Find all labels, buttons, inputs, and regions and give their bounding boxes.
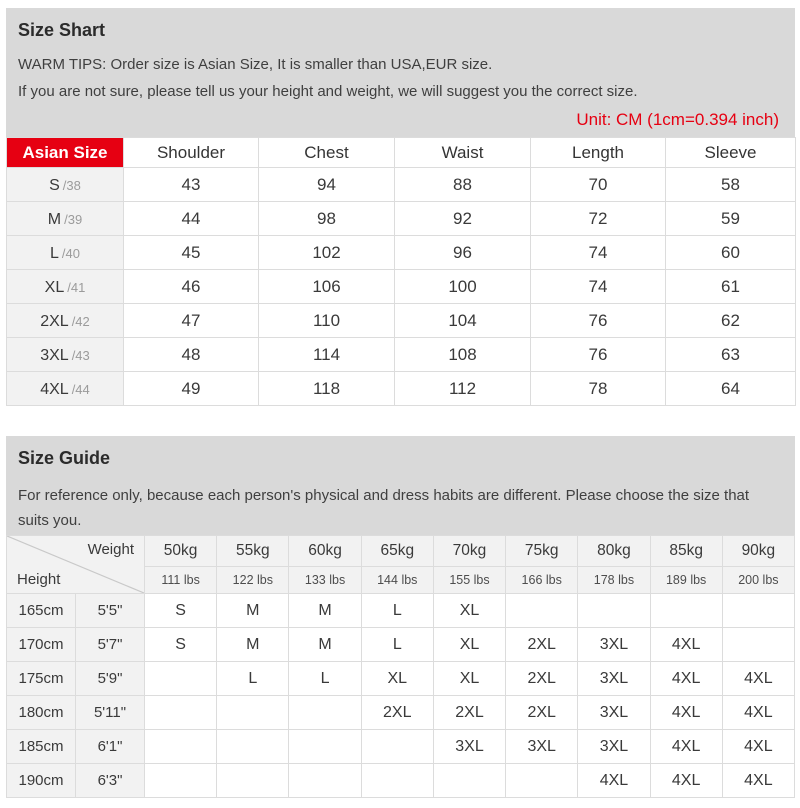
measurement-cell: 104	[395, 304, 531, 338]
measurement-cell: 76	[531, 338, 666, 372]
size-chart-info-panel	[6, 8, 795, 137]
weight-kg-cell: 75kg	[506, 536, 578, 567]
empty-size-cell	[433, 764, 505, 798]
height-cm-cell: 165cm	[7, 594, 76, 628]
measurement-cell: 78	[531, 372, 666, 406]
empty-size-cell	[145, 696, 217, 730]
empty-size-cell	[506, 764, 578, 798]
size-label-alt: /41	[67, 279, 86, 295]
height-row-185cm	[7, 730, 795, 764]
unit-note: Unit: CM (1cm=0.394 inch)	[576, 110, 779, 129]
measure-header-cell-sleeve: Sleeve	[666, 138, 796, 168]
height-ft-cell: 6'1"	[76, 730, 145, 764]
measurement-cell: 46	[124, 270, 259, 304]
size-label-alt: /44	[71, 381, 90, 397]
size-label-main: M	[47, 210, 62, 228]
recommended-size-cell: XL	[433, 662, 505, 696]
recommended-size-cell: L	[217, 662, 289, 696]
empty-size-cell	[506, 594, 578, 628]
measurement-cell: 108	[395, 338, 531, 372]
recommended-size-cell: 4XL	[650, 662, 722, 696]
measurement-cell: 112	[395, 372, 531, 406]
size-guide-title: Size Guide	[18, 448, 111, 468]
height-row-180cm	[7, 696, 795, 730]
measurement-cell: 74	[531, 236, 666, 270]
recommended-size-cell: XL	[433, 628, 505, 662]
size-label-cell	[7, 168, 124, 202]
size-chart-page	[6, 8, 795, 798]
empty-size-cell	[217, 764, 289, 798]
measurement-cell: 58	[666, 168, 796, 202]
height-row-190cm	[7, 764, 795, 798]
measurement-cell: 96	[395, 236, 531, 270]
weight-lbs-cell: 166 lbs	[506, 567, 578, 594]
recommended-size-cell: XL	[433, 594, 505, 628]
measurement-cell: 92	[395, 202, 531, 236]
measurement-cell: 48	[124, 338, 259, 372]
measurement-cell: 110	[259, 304, 395, 338]
recommended-size-cell: 2XL	[433, 696, 505, 730]
measurement-cell: 44	[124, 202, 259, 236]
measurement-cell: 72	[531, 202, 666, 236]
measurement-cell: 60	[666, 236, 796, 270]
recommended-size-cell: 3XL	[578, 662, 650, 696]
size-label-cell	[7, 270, 124, 304]
size-label-cell	[7, 372, 124, 406]
height-row-170cm	[7, 628, 795, 662]
measurement-cell: 70	[531, 168, 666, 202]
size-row-s	[7, 168, 796, 202]
height-cm-cell: 190cm	[7, 764, 76, 798]
measurement-cell: 64	[666, 372, 796, 406]
size-label-main: S	[49, 176, 60, 194]
measurement-cell: 47	[124, 304, 259, 338]
recommended-size-cell: S	[145, 594, 217, 628]
measurement-cell: 61	[666, 270, 796, 304]
recommended-size-cell: M	[289, 628, 361, 662]
size-label-alt: /38	[62, 177, 81, 193]
empty-size-cell	[722, 628, 794, 662]
weight-kg-cell: 90kg	[722, 536, 794, 567]
size-label-cell	[7, 338, 124, 372]
weight-kg-cell: 70kg	[433, 536, 505, 567]
recommended-size-cell: 3XL	[506, 730, 578, 764]
weight-axis-label: Weight	[87, 541, 134, 558]
size-guide-info-panel	[6, 436, 795, 535]
recommended-size-cell: S	[145, 628, 217, 662]
empty-size-cell	[361, 730, 433, 764]
weight-kg-header-row	[7, 536, 795, 567]
size-chart-table	[6, 137, 796, 406]
height-cm-cell: 185cm	[7, 730, 76, 764]
recommended-size-cell: L	[289, 662, 361, 696]
empty-size-cell	[145, 662, 217, 696]
recommended-size-cell: M	[217, 594, 289, 628]
measurement-cell: 100	[395, 270, 531, 304]
size-label-main: 3XL	[40, 346, 69, 364]
recommended-size-cell: 3XL	[433, 730, 505, 764]
weight-lbs-cell: 155 lbs	[433, 567, 505, 594]
height-cm-cell: 175cm	[7, 662, 76, 696]
recommended-size-cell: 4XL	[722, 696, 794, 730]
size-row-l	[7, 236, 796, 270]
measure-header-cell-chest: Chest	[259, 138, 395, 168]
measurement-cell: 63	[666, 338, 796, 372]
measurement-cell: 98	[259, 202, 395, 236]
height-ft-cell: 5'5"	[76, 594, 145, 628]
size-label-alt: /42	[71, 313, 90, 329]
measurement-cell: 45	[124, 236, 259, 270]
measure-header-cell-waist: Waist	[395, 138, 531, 168]
size-label-cell	[7, 304, 124, 338]
height-cm-cell: 170cm	[7, 628, 76, 662]
recommended-size-cell: 4XL	[650, 696, 722, 730]
empty-size-cell	[361, 764, 433, 798]
recommended-size-cell: 3XL	[578, 628, 650, 662]
weight-lbs-cell: 200 lbs	[722, 567, 794, 594]
empty-size-cell	[217, 696, 289, 730]
empty-size-cell	[217, 730, 289, 764]
measurement-cell: 43	[124, 168, 259, 202]
empty-size-cell	[145, 730, 217, 764]
size-guide-table	[6, 535, 795, 798]
empty-size-cell	[289, 730, 361, 764]
measurement-cell: 114	[259, 338, 395, 372]
size-label-cell	[7, 202, 124, 236]
height-ft-cell: 5'9"	[76, 662, 145, 696]
empty-size-cell	[722, 594, 794, 628]
weight-kg-cell: 55kg	[217, 536, 289, 567]
recommended-size-cell: 4XL	[722, 764, 794, 798]
size-label-alt: /40	[61, 245, 80, 261]
size-chart-header-row	[7, 138, 796, 168]
size-label-main: 2XL	[40, 312, 69, 330]
weight-kg-cell: 80kg	[578, 536, 650, 567]
size-label-main: L	[50, 244, 59, 262]
measurement-cell: 49	[124, 372, 259, 406]
recommended-size-cell: 4XL	[578, 764, 650, 798]
size-row-3xl	[7, 338, 796, 372]
warm-tips-line: WARM TIPS: Order size is Asian Size, It is smaller than USA,EUR size.	[18, 56, 493, 73]
height-row-175cm	[7, 662, 795, 696]
measurement-cell: 76	[531, 304, 666, 338]
weight-kg-cell: 60kg	[289, 536, 361, 567]
empty-size-cell	[650, 594, 722, 628]
recommended-size-cell: 2XL	[506, 662, 578, 696]
weight-lbs-cell: 189 lbs	[650, 567, 722, 594]
size-row-xl	[7, 270, 796, 304]
recommended-size-cell: 4XL	[722, 662, 794, 696]
height-row-165cm	[7, 594, 795, 628]
height-ft-cell: 5'11"	[76, 696, 145, 730]
weight-kg-cell: 65kg	[361, 536, 433, 567]
weight-kg-cell: 85kg	[650, 536, 722, 567]
measure-header-cell-shoulder: Shoulder	[124, 138, 259, 168]
measurement-cell: 94	[259, 168, 395, 202]
recommended-size-cell: L	[361, 628, 433, 662]
recommended-size-cell: M	[217, 628, 289, 662]
measure-header-cell-length: Length	[531, 138, 666, 168]
recommended-size-cell: 4XL	[650, 764, 722, 798]
weight-kg-cell: 50kg	[145, 536, 217, 567]
weight-lbs-cell: 178 lbs	[578, 567, 650, 594]
recommended-size-cell: 4XL	[650, 628, 722, 662]
measurement-cell: 59	[666, 202, 796, 236]
empty-size-cell	[289, 764, 361, 798]
size-chart-title: Size Shart	[18, 20, 106, 40]
recommended-size-cell: 2XL	[506, 628, 578, 662]
weight-lbs-cell: 144 lbs	[361, 567, 433, 594]
height-weight-corner-cell	[7, 536, 145, 594]
size-guide-description: For reference only, because each person's physical and dress habits are different. Please choose the size that suits you.	[18, 487, 750, 529]
height-axis-label: Height	[17, 571, 61, 588]
size-label-main: 4XL	[40, 380, 69, 398]
size-label-alt: /39	[64, 211, 83, 227]
measurement-cell: 74	[531, 270, 666, 304]
empty-size-cell	[578, 594, 650, 628]
weight-lbs-cell: 133 lbs	[289, 567, 361, 594]
height-ft-cell: 6'3"	[76, 764, 145, 798]
size-row-m	[7, 202, 796, 236]
empty-size-cell	[289, 696, 361, 730]
recommended-size-cell: 2XL	[361, 696, 433, 730]
measurement-cell: 106	[259, 270, 395, 304]
asian-size-header-cell: Asian Size	[7, 138, 124, 168]
measurement-cell: 62	[666, 304, 796, 338]
recommended-size-cell: 3XL	[578, 696, 650, 730]
size-label-main: XL	[44, 278, 65, 296]
height-cm-cell: 180cm	[7, 696, 76, 730]
recommended-size-cell: 4XL	[722, 730, 794, 764]
recommended-size-cell: 3XL	[578, 730, 650, 764]
size-label-alt: /43	[71, 347, 90, 363]
measurement-cell: 118	[259, 372, 395, 406]
recommended-size-cell: 4XL	[650, 730, 722, 764]
empty-size-cell	[145, 764, 217, 798]
recommended-size-cell: XL	[361, 662, 433, 696]
measurement-cell: 102	[259, 236, 395, 270]
measurement-cell: 88	[395, 168, 531, 202]
recommended-size-cell: L	[361, 594, 433, 628]
size-advice-line: If you are not sure, please tell us your height and weight, we will suggest you the correct size.	[18, 83, 638, 100]
height-ft-cell: 5'7"	[76, 628, 145, 662]
size-row-4xl	[7, 372, 796, 406]
recommended-size-cell: M	[289, 594, 361, 628]
size-label-cell	[7, 236, 124, 270]
size-row-2xl	[7, 304, 796, 338]
recommended-size-cell: 2XL	[506, 696, 578, 730]
weight-lbs-cell: 111 lbs	[145, 567, 217, 594]
weight-lbs-cell: 122 lbs	[217, 567, 289, 594]
